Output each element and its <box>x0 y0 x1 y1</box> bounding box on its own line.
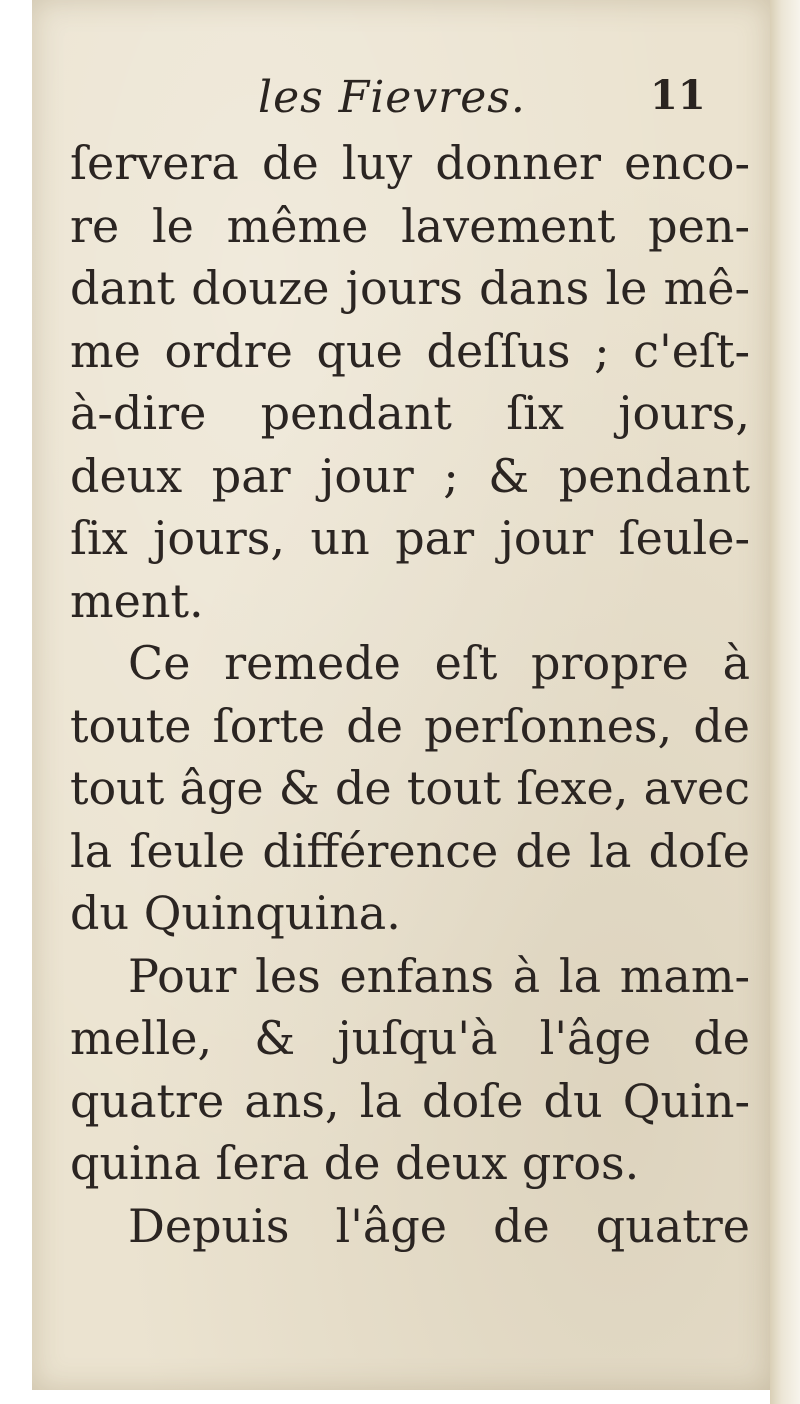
text-line: à-dire pendant ſix jours, <box>70 386 750 440</box>
text-line: du Quinquina. <box>70 886 401 940</box>
text-line: Pour les enfans à la mam- <box>128 948 750 1003</box>
text-line: Ce remede eſt propre à <box>128 636 750 690</box>
page-number: 11 <box>650 72 706 119</box>
text-line: la ſeule différence de la doſe <box>70 823 750 878</box>
text-line: deux par jour ; & pendant <box>70 448 750 503</box>
text-line: toute ſorte de perſonnes, de <box>70 698 750 753</box>
text-line: ſix jours, un par jour ſeule- <box>70 511 750 565</box>
text-line: ſervera de luy donner enco- <box>70 136 750 190</box>
text-line: Depuis l'âge de quatre <box>128 1198 750 1253</box>
text-line: re le même lavement pen- <box>70 198 750 253</box>
text-line: tout âge & de tout ſexe, avec <box>70 761 750 815</box>
body-text <box>70 132 750 1257</box>
book-page <box>32 0 770 1390</box>
text-line: ment. <box>70 573 204 628</box>
text-line: dant douze jours dans le mê- <box>70 261 750 315</box>
running-head: les Fievres. <box>258 72 526 123</box>
text-line: melle, & juſqu'à l'âge de <box>70 1011 750 1065</box>
text-line: quatre ans, la doſe du Quin- <box>70 1073 750 1128</box>
page-header <box>32 72 770 132</box>
text-line: me ordre que deſſus ; c'eſt- <box>70 323 750 378</box>
page-edge <box>770 0 800 1404</box>
text-line: quina ſera de deux gros. <box>70 1136 640 1190</box>
